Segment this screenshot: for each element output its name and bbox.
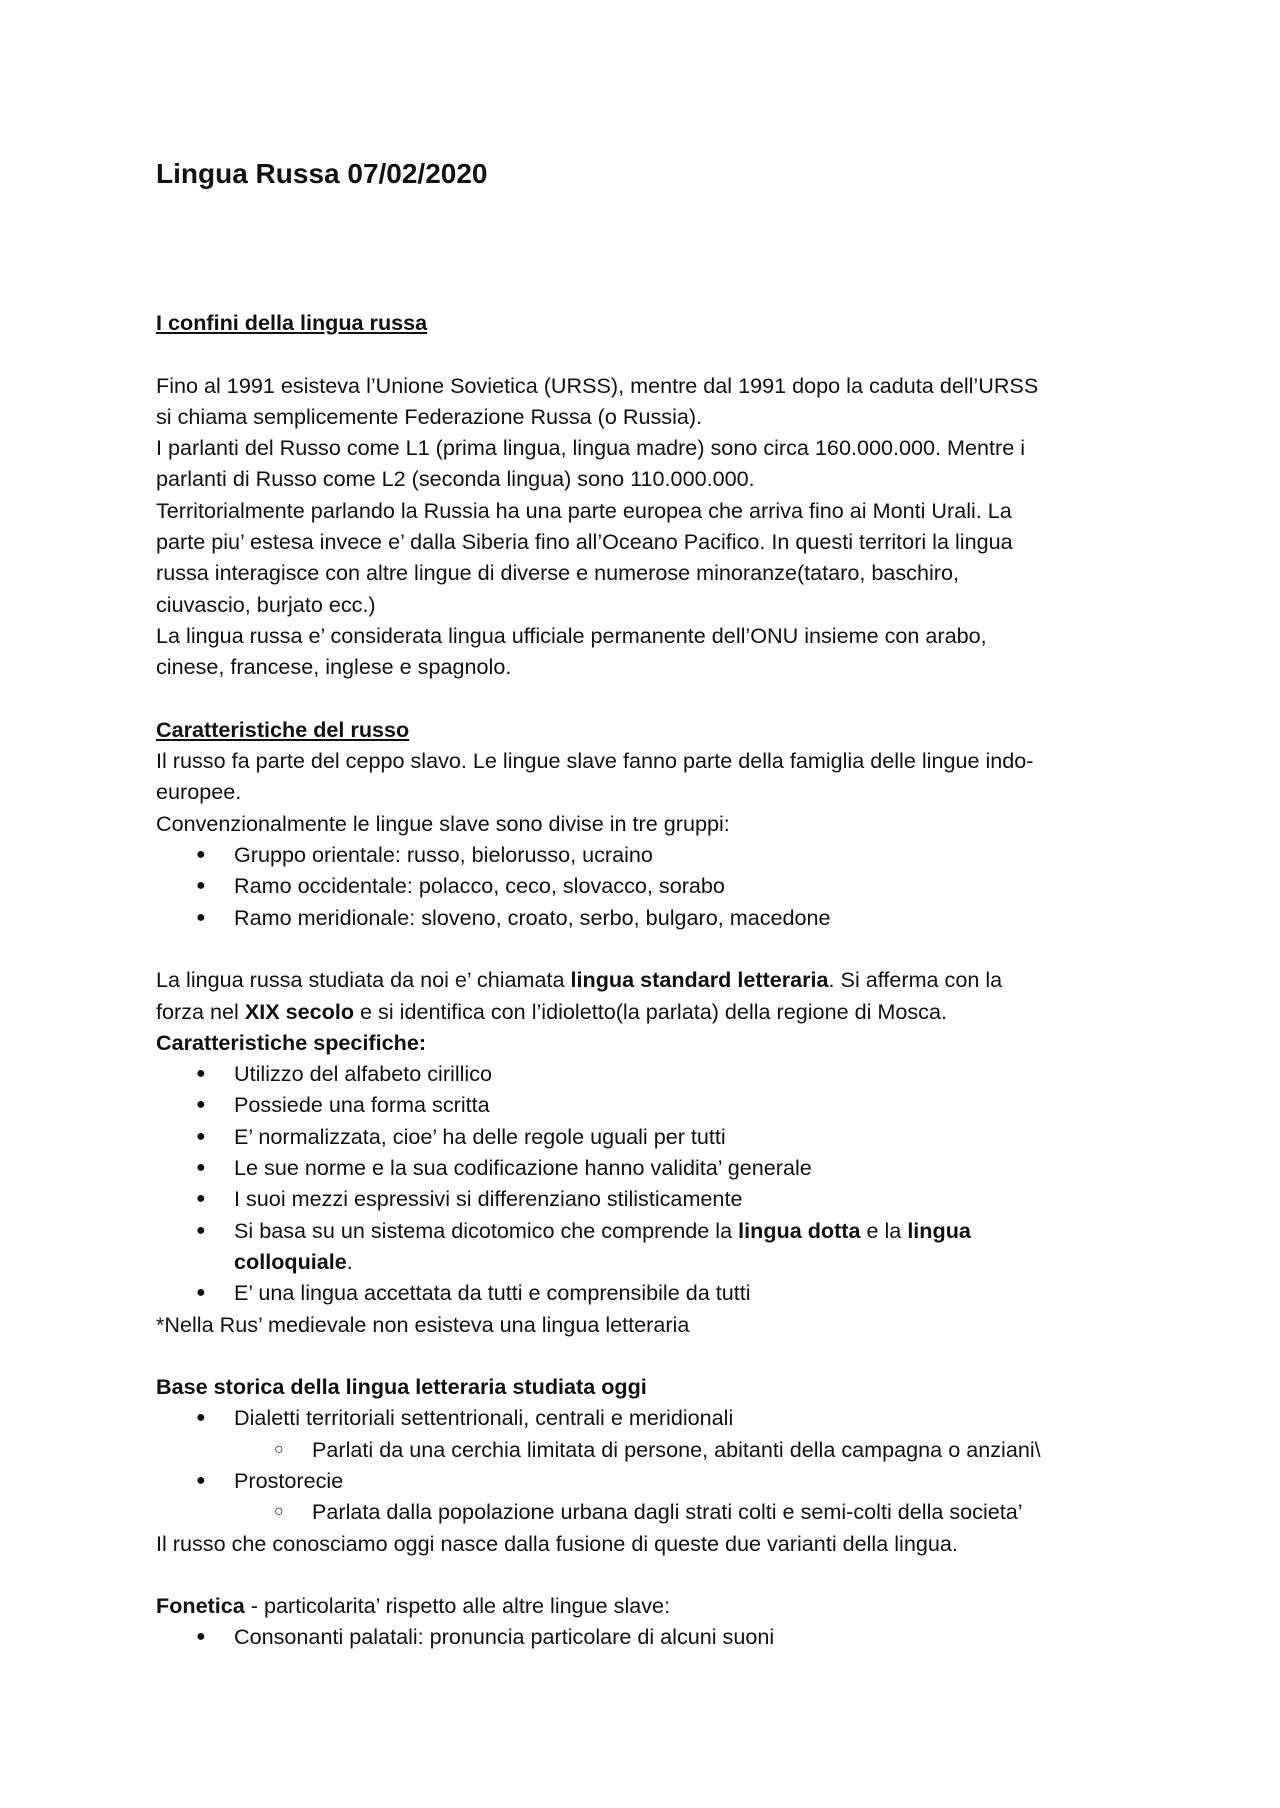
sub-list-item: ○ Parlati da una cerchia limitata di persone, abitanti della campagna o anziani\ (156, 1434, 1136, 1465)
text-line: Fino al 1991 esisteva l’Unione Sovietica (URSS), mentre dal 1991 dopo la caduta dell’URSS (156, 372, 1039, 398)
list-item: ● E’ normalizzata, cioe’ ha delle regole uguali per tutti (156, 1121, 1136, 1152)
text-line: cinese, francese, inglese e spagnolo. (156, 654, 512, 680)
text-line: I parlanti del Russo come L1 (prima lingua, lingua madre) sono circa 160.000.000. Mentre i (156, 435, 1026, 461)
specs-heading: Caratteristiche specifiche: (156, 1029, 427, 1055)
standard-language-paragraph-line: La lingua russa studiata da noi e’ chiamata lingua standard letteraria. Si afferma con la (156, 967, 1003, 993)
section-confini-body (156, 370, 1136, 683)
text-line: russa interagisce con altre lingue di diverse e numerose minoranze(tataro, baschiro, (156, 560, 959, 586)
text-line: parlanti di Russo come L2 (seconda lingua) sono 110.000.000. (156, 466, 755, 492)
list-item: ● Ramo meridionale: sloveno, croato, serbo, bulgaro, macedone (156, 902, 1136, 933)
text-line: Convenzionalmente le lingue slave sono divise in tre gruppi: (156, 810, 730, 836)
document-content (156, 150, 1136, 1653)
list-item: ● Le sue norme e la sua codificazione hanno validita’ generale (156, 1152, 1136, 1183)
list-item: ● Possiede una forma scritta (156, 1089, 1136, 1120)
historical-base-list (156, 1402, 1136, 1527)
page-title: Lingua Russa 07/02/2020 (156, 158, 488, 189)
section-heading-caratteristiche: Caratteristiche del russo (156, 716, 410, 742)
footnote: *Nella Rus’ medievale non esisteva una lingua letteraria (156, 1311, 690, 1337)
text-line: Il russo che conosciamo oggi nasce dalla fusione di queste due varianti della lingua. (156, 1530, 958, 1556)
specs-list (156, 1058, 1136, 1308)
phonetics-list (156, 1621, 1136, 1652)
list-item: ● Consonanti palatali: pronuncia particolare di alcuni suoni (156, 1621, 1136, 1652)
list-item: ● Dialetti territoriali settentrionali, centrali e meridionali (156, 1402, 1136, 1433)
text-line: parte piu’ estesa invece e’ dalla Siberia fino all’Oceano Pacifico. In questi territori la lingua (156, 529, 1013, 555)
text-line: Territorialmente parlando la Russia ha una parte europea che arriva fino ai Monti Urali. La (156, 497, 1012, 523)
list-item: ● Utilizzo del alfabeto cirillico (156, 1058, 1136, 1089)
list-item: ● Si basa su un sistema dicotomico che comprende la lingua dotta e la lingua colloquiale. (156, 1215, 1136, 1278)
sub-list-item: ○ Parlata dalla popolazione urbana dagli strati colti e semi-colti della societa’ (156, 1496, 1136, 1527)
list-item: ● E’ una lingua accettata da tutti e comprensibile da tutti (156, 1277, 1136, 1308)
list-item: ● Gruppo orientale: russo, bielorusso, ucraino (156, 839, 1136, 870)
text-line: La lingua russa e’ considerata lingua ufficiale permanente dell’ONU insieme con arabo, (156, 622, 987, 648)
text-line: europee. (156, 779, 242, 805)
section-heading-fonetica: Fonetica - particolarita’ rispetto alle altre lingue slave: (156, 1593, 671, 1619)
section-heading-confini: I confini della lingua russa (156, 310, 428, 335)
list-item: ● I suoi mezzi espressivi si differenziano stilisticamente (156, 1183, 1136, 1214)
slavic-groups-list (156, 839, 1136, 933)
list-item: ● Prostorecie (156, 1465, 1136, 1496)
text-line: si chiama semplicemente Federazione Russa (o Russia). (156, 403, 703, 429)
standard-language-paragraph-line: forza nel XIX secolo e si identifica con l’idioletto(la parlata) della regione di Mosca. (156, 998, 947, 1024)
text-line: ciuvascio, burjato ecc.) (156, 591, 376, 617)
bold-term: XIX secolo (244, 998, 355, 1024)
bold-term: lingua standard letteraria (570, 967, 829, 993)
text-line: Il russo fa parte del ceppo slavo. Le lingue slave fanno parte della famiglia delle lingue indo- (156, 748, 1034, 774)
list-item: ● Ramo occidentale: polacco, ceco, slovacco, sorabo (156, 870, 1136, 901)
section-heading-base-storica: Base storica della lingua letteraria studiata oggi (156, 1374, 647, 1400)
